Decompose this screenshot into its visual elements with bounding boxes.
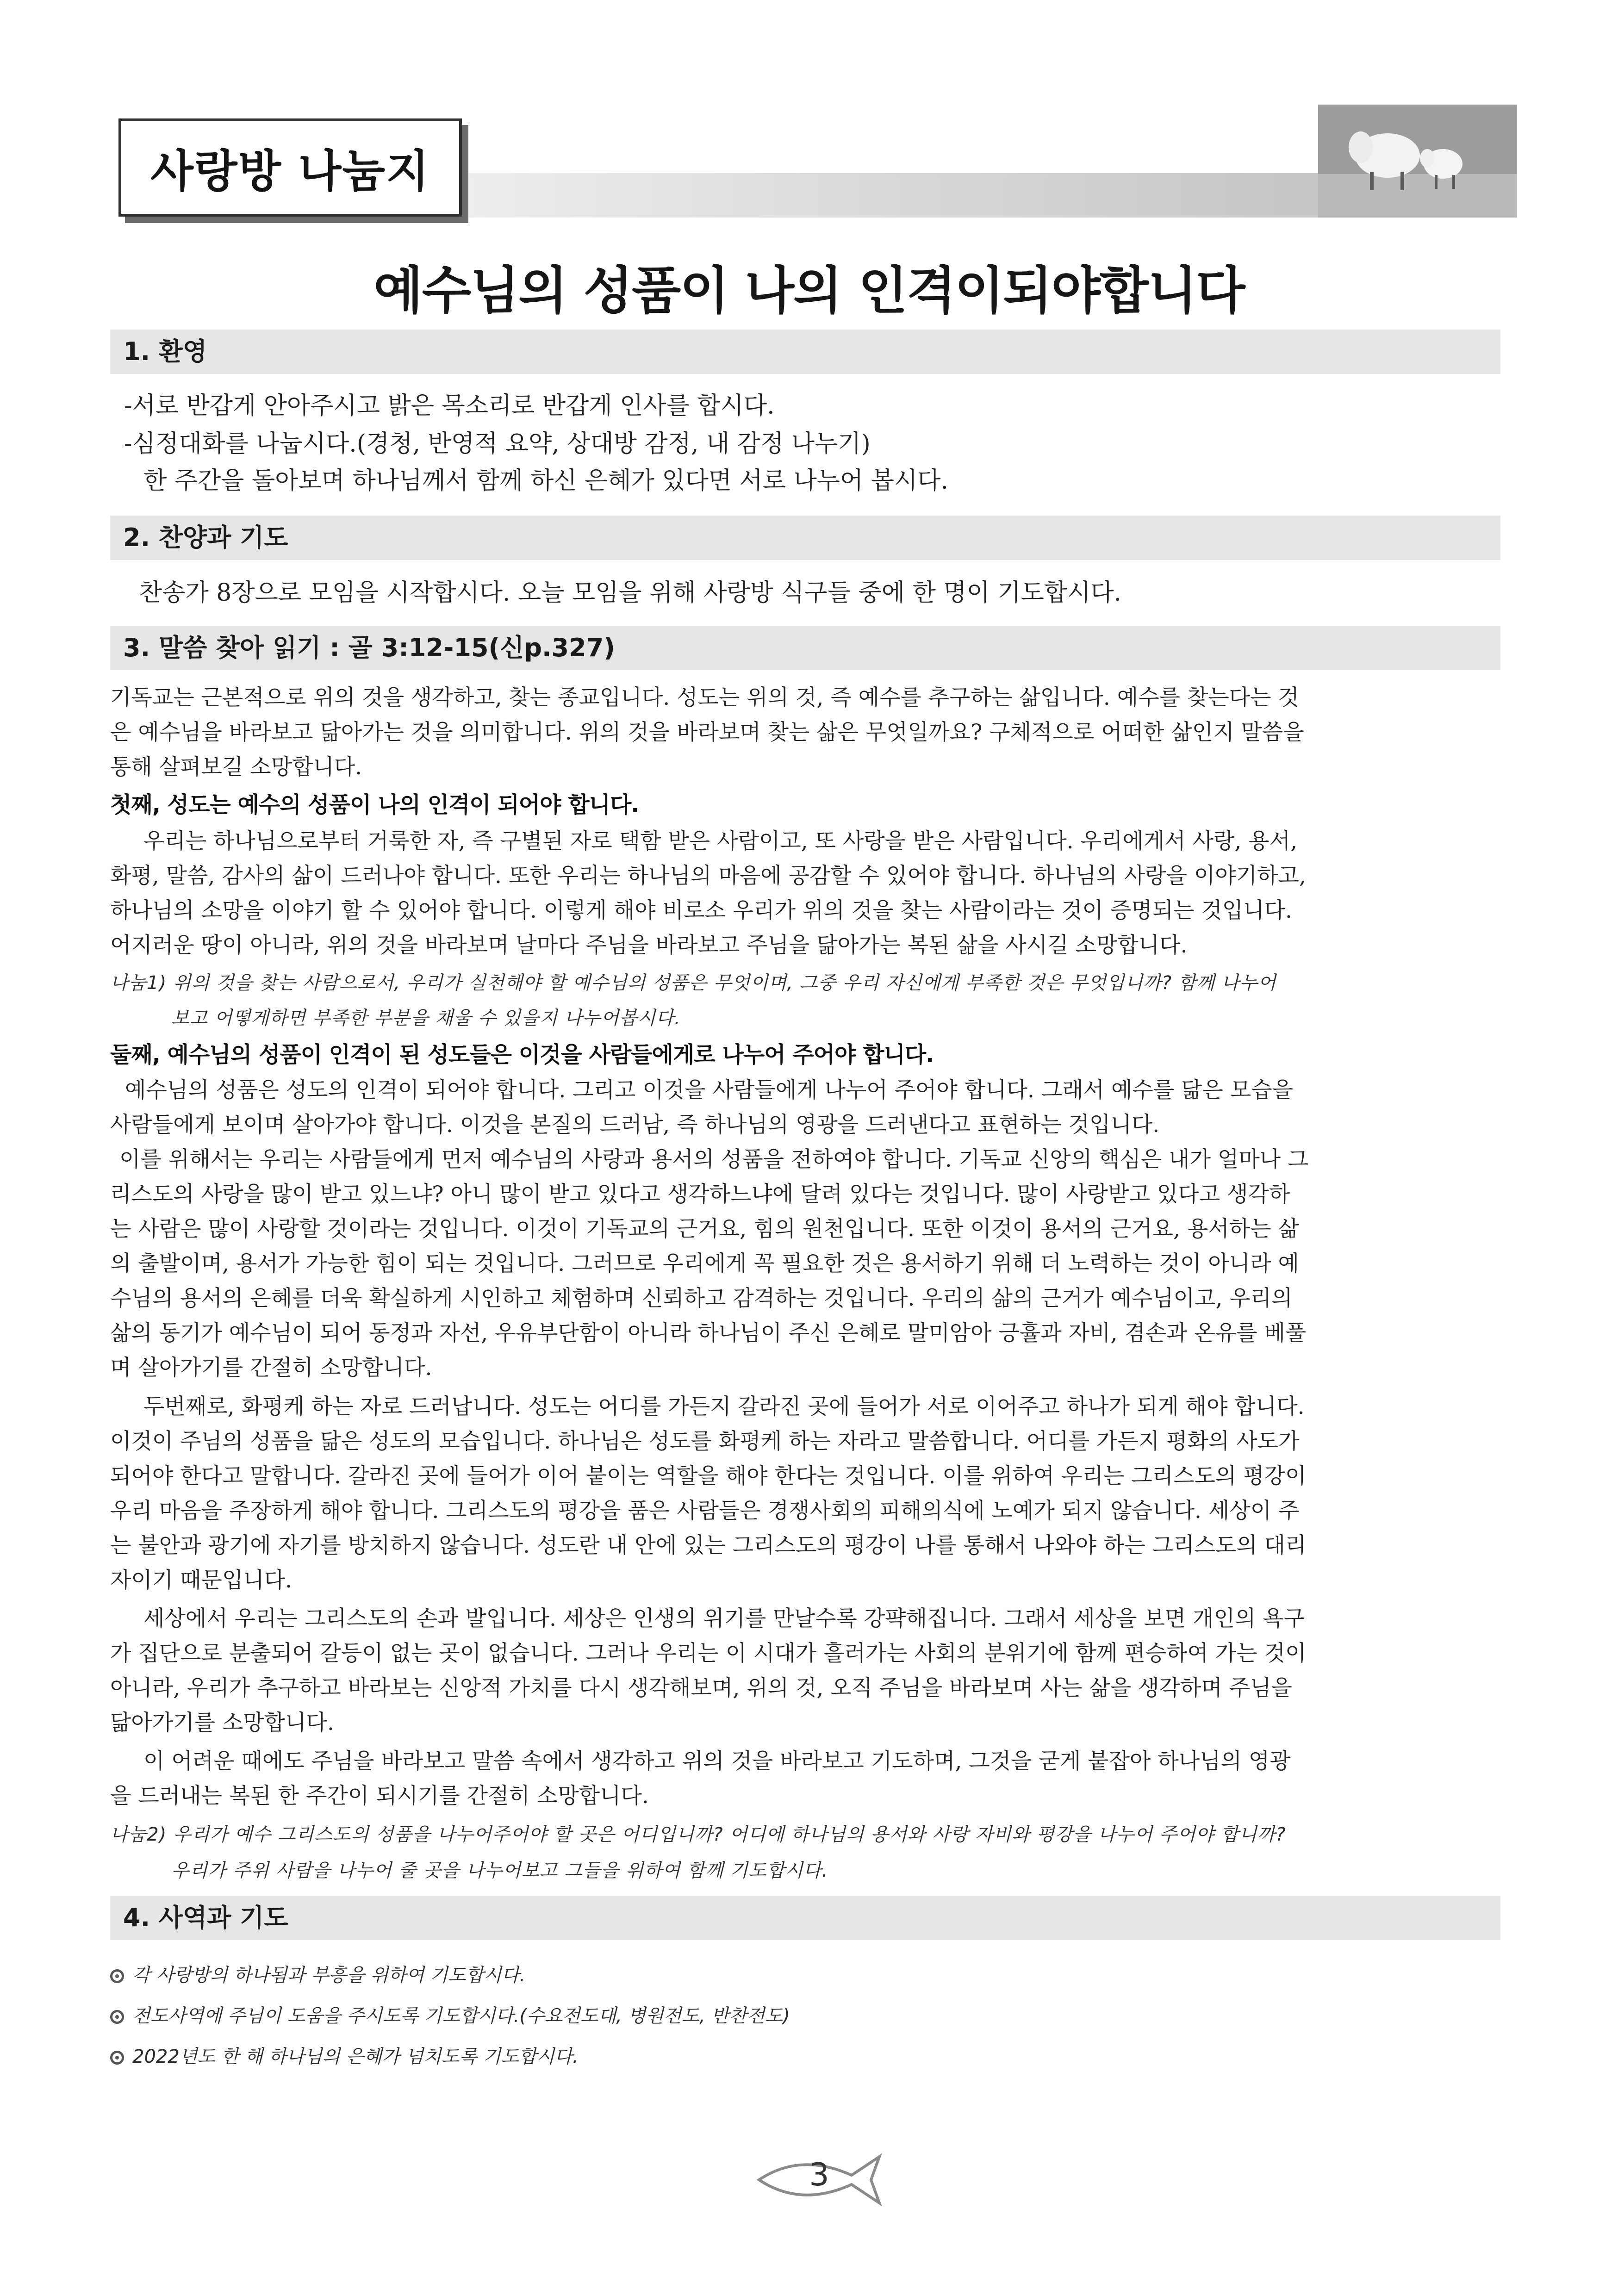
sheep-photo xyxy=(1318,105,1517,218)
body-line: 통해 살펴보길 소망합니다. xyxy=(110,754,362,780)
body-line: 의 출발이며, 용서가 가능한 힘이 되는 것입니다. 그러므로 우리에게 꼭 필요한 것은 용서하기 위해 더 노력하는 것이 아니라 예 xyxy=(110,1251,1299,1276)
bullet-icon xyxy=(110,1969,124,1983)
body-line: 우리는 하나님으로부터 거룩한 자, 즉 구별된 자로 택함 받은 사람이고, 또 사랑을 받은 사람입니다. 우리에게서 사랑, 용서, xyxy=(143,828,1298,854)
section-2-heading: 2. 찬양과 기도 xyxy=(123,523,288,552)
sheep-icon xyxy=(1318,105,1517,218)
prayer-item-text: 2022년도 한 해 하나님의 은혜가 넘치도록 기도합시다. xyxy=(132,2046,579,2067)
prayer-item-text: 전도사역에 주님이 도움을 주시도록 기도합시다.(수요전도대, 병원전도, 반찬전도) xyxy=(132,2005,790,2027)
sharing-1-line-2: 보고 어떻게하면 부족한 부분을 채울 수 있을지 나누어봅시다. xyxy=(171,1008,681,1029)
main-title: 예수님의 성품이 나의 인격이되야합니다 xyxy=(373,261,1245,320)
body-line: 세상에서 우리는 그리스도의 손과 발입니다. 세상은 인생의 위기를 만날수록 강퍅해집니다. 그래서 세상을 보면 개인의 욕구 xyxy=(143,1606,1305,1631)
body-line: 며 살아가기를 간절히 소망합니다. xyxy=(110,1355,432,1381)
body-line: 화평, 말씀, 감사의 삶이 드러나야 합니다. 또한 우리는 하나님의 마음에 공감할 수 있어야 합니다. 하나님의 사랑을 이야기하고, xyxy=(110,863,1306,889)
section-1-heading-bar xyxy=(110,330,1500,374)
section-4-heading-bar xyxy=(110,1896,1500,1940)
section-2-line-1: 찬송가 8장으로 모임을 시작합시다. 오늘 모임을 위해 사랑방 식구들 중에 한 명이 기도합시다. xyxy=(139,579,1122,607)
body-line: 리스도의 사랑을 많이 받고 있느냐? 아니 많이 받고 있다고 생각하느냐에 달려 있다는 것입니다. 많이 사랑받고 있다고 생각하 xyxy=(110,1182,1290,1207)
section-1-line-1: -서로 반갑게 안아주시고 밝은 목소리로 반갑게 인사를 합시다. xyxy=(124,392,775,420)
section-2-heading-bar xyxy=(110,516,1500,560)
prayer-item-text: 각 사랑방의 하나됨과 부흥을 위하여 기도합시다. xyxy=(132,1965,526,1986)
body-line: 두번째로, 화평케 하는 자로 드러납니다. 성도는 어디를 가든지 갈라진 곳에 들어가 서로 이어주고 하나가 되게 해야 합니다. xyxy=(143,1394,1305,1419)
section-3-heading: 3. 말씀 찾아 읽기 : 골 3:12-15(신p.327) xyxy=(123,633,615,662)
body-line: 이 어려운 때에도 주님을 바라보고 말씀 속에서 생각하고 위의 것을 바라보고 기도하며, 그것을 굳게 붙잡아 하나님의 영광 xyxy=(143,1748,1291,1774)
section-3-heading-bar xyxy=(110,626,1500,670)
page-number: 3 xyxy=(809,2157,829,2193)
body-line: 아니라, 우리가 추구하고 바라보는 신앙적 가치를 다시 생각해보며, 위의 것, 오직 주님을 바라보며 사는 삶을 생각하며 주님을 xyxy=(110,1675,1292,1701)
sharing-1-line-1: 나눔1) 위의 것을 찾는 사람으로서, 우리가 실천해야 할 예수님의 성품은 무엇이며, 그중 우리 자신에게 부족한 것은 무엇입니까? 함께 나누어 xyxy=(110,972,1276,994)
body-line: 는 사람은 많이 사랑할 것이라는 것입니다. 이것이 기독교의 근거요, 힘의 원천입니다. 또한 이것이 용서의 근거요, 용서하는 삶 xyxy=(110,1216,1299,1242)
body-line: 수님의 용서의 은혜를 더욱 확실하게 시인하고 체험하며 신뢰하고 감격하는 것입니다. 우리의 삶의 근거가 예수님이고, 우리의 xyxy=(110,1286,1293,1311)
header-title: 사랑방 나눔지 xyxy=(150,145,430,197)
page-number-badge xyxy=(750,2147,889,2212)
subheading-second: 둘째, 예수님의 성품이 인격이 된 성도들은 이것을 사람들에게로 나누어 주어야 합니다. xyxy=(110,1042,934,1068)
body-line: 우리 마음을 주장하게 해야 합니다. 그리스도의 평강을 품은 사람들은 경쟁사회의 피해의식에 노예가 되지 않습니다. 세상이 주 xyxy=(110,1498,1300,1524)
body-line: 을 드러내는 복된 한 주간이 되시기를 간절히 소망합니다. xyxy=(110,1783,649,1809)
bullet-icon xyxy=(110,2051,124,2065)
body-line: 이것이 주님의 성품을 닮은 성도의 모습입니다. 하나님은 성도를 화평케 하는 자라고 말씀합니다. 어디를 가든지 평화의 사도가 xyxy=(110,1429,1300,1454)
prayer-item-1 xyxy=(110,1960,525,1987)
section-1-heading: 1. 환영 xyxy=(123,337,207,366)
section-4-heading: 4. 사역과 기도 xyxy=(123,1903,288,1932)
body-line: 이를 위해서는 우리는 사람들에게 먼저 예수님의 사랑과 용서의 성품을 전하여야 합니다. 기독교 신앙의 핵심은 내가 얼마나 그 xyxy=(119,1147,1309,1172)
header xyxy=(110,105,1517,223)
body-line: 하나님의 소망을 이야기 할 수 있어야 합니다. 이렇게 해야 비로소 우리가 위의 것을 찾는 사람이라는 것이 증명되는 것입니다. xyxy=(110,898,1292,923)
subheading-first: 첫째, 성도는 예수의 성품이 나의 인격이 되어야 합니다. xyxy=(110,792,639,818)
header-title-box xyxy=(118,118,462,217)
section-1-line-3: 한 주간을 돌아보며 하나님께서 함께 하신 은혜가 있다면 서로 나누어 봅시다. xyxy=(143,467,949,495)
body-line: 예수님의 성품은 성도의 인격이 되어야 합니다. 그리고 이것을 사람들에게 나누어 주어야 합니다. 그래서 예수를 닮은 모습을 xyxy=(125,1077,1294,1103)
sharing-2-line-2: 우리가 주위 사람을 나누어 줄 곳을 나누어보고 그들을 위하여 함께 기도합시다. xyxy=(171,1860,828,1881)
bullet-icon xyxy=(110,2010,124,2024)
body-line: 되어야 한다고 말합니다. 갈라진 곳에 들어가 이어 붙이는 역할을 해야 한다는 것입니다. 이를 위하여 우리는 그리스도의 평강이 xyxy=(110,1463,1307,1489)
body-line: 는 불안과 광기에 자기를 방치하지 않습니다. 성도란 내 안에 있는 그리스도의 평강이 나를 통해서 나와야 하는 그리스도의 대리 xyxy=(110,1533,1307,1558)
body-line: 가 집단으로 분출되어 갈등이 없는 곳이 없습니다. 그러나 우리는 이 시대가 흘러가는 사회의 분위기에 함께 편승하여 가는 것이 xyxy=(110,1641,1307,1666)
section-1-line-2: -심정대화를 나눕시다.(경청, 반영적 요약, 상대방 감정, 내 감정 나누기) xyxy=(124,430,871,458)
body-line: 어지러운 땅이 아니라, 위의 것을 바라보며 날마다 주님을 바라보고 주님을 닮아가는 복된 삶을 사시길 소망합니다. xyxy=(110,933,1188,958)
body-line: 자이기 때문입니다. xyxy=(110,1568,292,1593)
body-line: 기독교는 근본적으로 위의 것을 생각하고, 찾는 종교입니다. 성도는 위의 것, 즉 예수를 추구하는 삶입니다. 예수를 찾는다는 것 xyxy=(110,685,1299,710)
body-line: 사람들에게 보이며 살아가야 합니다. 이것을 본질의 드러남, 즉 하나님의 영광을 드러낸다고 표현하는 것입니다. xyxy=(110,1112,1160,1138)
body-line: 삶의 동기가 예수님이 되어 동정과 자선, 우유부단함이 아니라 하나님이 주신 은혜로 말미암아 긍휼과 자비, 겸손과 온유를 베풀 xyxy=(110,1320,1307,1346)
body-line: 은 예수님을 바라보고 닮아가는 것을 의미합니다. 위의 것을 바라보며 찾는 삶은 무엇일까요? 구체적으로 어떠한 삶인지 말씀을 xyxy=(110,720,1304,745)
prayer-item-3 xyxy=(110,2042,579,2068)
body-line: 닮아가기를 소망합니다. xyxy=(110,1710,334,1736)
sharing-2-line-1: 나눔2) 우리가 예수 그리스도의 성품을 나누어주어야 할 곳은 어디입니까? 어디에 하나님의 용서와 사랑 자비와 평강을 나누어 주어야 합니까? xyxy=(110,1824,1286,1845)
prayer-item-2 xyxy=(110,2001,790,2028)
